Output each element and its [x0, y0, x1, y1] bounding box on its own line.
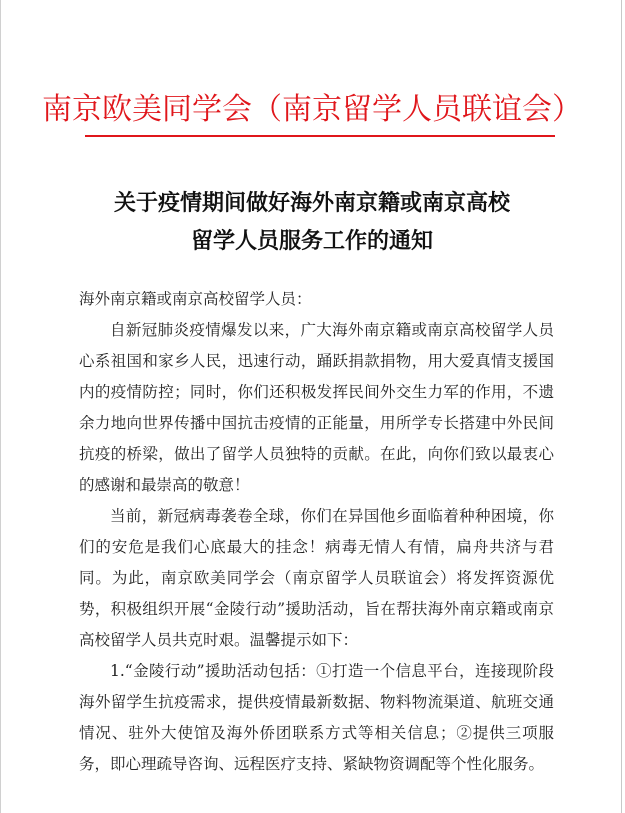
paragraph-gratitude: 自新冠肺炎疫情爆发以来，广大海外南京籍或南京高校留学人员心系祖国和家乡人民，迅速行动，踊跃捐款捐物，用大爱真情支援国内的疫情防控；同时，你们还积极发挥民间外交生力军的作用，不遗余力地向世界传播中国抗击疫情的正能量，用所学专长搭建中外民间抗疫的桥梁，做出了留学人员独特的贡献。在此，向你们致以最衷心的感谢和最崇高的敬意！	[79, 321, 554, 494]
letterhead-red-rule	[85, 135, 555, 137]
paragraph-jinling-action-item-1: 1.“金陵行动”援助活动包括：①打造一个信息平台，连接现阶段海外留学生抗疫需求，提供疫情最新数据、物料物流渠道、航班交通情况、驻外大使馆及海外侨团联系方式等相关信息；②提供三项服务，即心理疏导咨询、远程医疗支持、紧缺物资调配等个性化服务。	[79, 662, 554, 773]
notice-title-line-2: 留学人员服务工作的通知	[190, 228, 433, 254]
letterhead-title: 南京欧美同学会（南京留学人员联谊会）	[42, 92, 582, 127]
notice-title-line-1: 关于疫情期间做好海外南京籍或南京高校	[113, 190, 510, 216]
paragraph-current-situation: 当前，新冠病毒袭卷全球，你们在异国他乡面临着种种困境，你们的安危是我们心底最大的挂念！病毒无情人有情，扁舟共济与君同。为此，南京欧美同学会（南京留学人员联谊会）将发挥资源优势，积极组织开展“金陵行动”援助活动，旨在帮扶海外南京籍或南京高校留学人员共克时艰。温馨提示如下：	[79, 507, 554, 649]
salutation: 海外南京籍或南京高校留学人员：	[79, 290, 312, 308]
notice-body	[79, 284, 554, 780]
